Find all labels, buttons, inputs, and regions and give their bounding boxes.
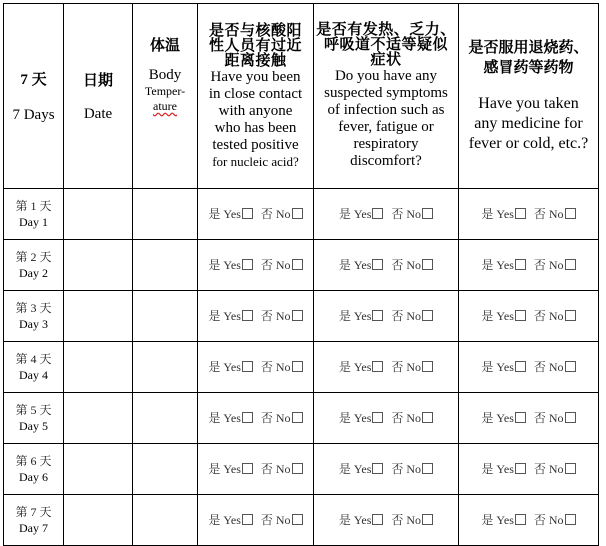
date-input-cell[interactable]	[64, 444, 133, 495]
yes-label: 是 Yes	[481, 411, 514, 425]
yes-option[interactable]	[481, 309, 525, 323]
no-option[interactable]	[261, 258, 303, 272]
no-label: 否 No	[260, 258, 291, 272]
yes-option[interactable]	[481, 360, 525, 374]
yes-label: 是 Yes	[338, 513, 372, 527]
yes-label: 是 Yes	[208, 207, 241, 221]
no-label: 否 No	[533, 411, 564, 425]
yes-label: 是 Yes	[481, 360, 514, 374]
no-checkbox[interactable]	[565, 361, 576, 372]
contact-header-zh-3: 距离接触	[224, 52, 287, 69]
symptom-header-zh-2: 呼吸道不适等疑似	[323, 36, 448, 53]
table-row	[4, 444, 599, 495]
yes-label: 是 Yes	[481, 309, 514, 323]
day-label-en: Day 3	[19, 316, 48, 331]
header-row	[4, 4, 599, 189]
symptom-header-en-3: of infection such as	[327, 101, 445, 118]
yes-option[interactable]	[339, 258, 383, 272]
yes-label: 是 Yes	[338, 462, 372, 476]
no-checkbox[interactable]	[565, 310, 576, 321]
date-input-cell[interactable]	[64, 291, 133, 342]
no-option[interactable]	[261, 360, 303, 374]
yes-checkbox[interactable]	[515, 361, 526, 372]
no-label: 否 No	[533, 360, 564, 374]
contact-header-en-1: Have you been	[210, 68, 301, 85]
table-row	[4, 342, 599, 393]
symptom-header-en-2: suspected symptoms	[324, 84, 448, 101]
date-input-cell[interactable]	[64, 393, 133, 444]
temperature-input-cell[interactable]	[133, 342, 198, 393]
yes-label: 是 Yes	[338, 258, 372, 272]
symptom-answer-cell	[314, 393, 459, 444]
no-label: 否 No	[260, 360, 291, 374]
no-label: 否 No	[391, 462, 422, 476]
no-label: 否 No	[533, 513, 564, 527]
yes-checkbox[interactable]	[515, 310, 526, 321]
table-row	[4, 240, 599, 291]
yes-label: 是 Yes	[208, 258, 241, 272]
no-option[interactable]	[534, 411, 576, 425]
medicine-answer-cell	[459, 240, 599, 291]
yes-checkbox[interactable]	[242, 361, 253, 372]
contact-header-en-4: who has been	[214, 119, 297, 136]
days-header	[4, 4, 64, 189]
yes-checkbox[interactable]	[242, 259, 253, 270]
yes-checkbox[interactable]	[515, 463, 526, 474]
day-label-en: Day 5	[19, 418, 48, 433]
yes-checkbox[interactable]	[515, 514, 526, 525]
yes-checkbox[interactable]	[372, 514, 383, 525]
yes-checkbox[interactable]	[515, 208, 526, 219]
no-label: 否 No	[260, 411, 291, 425]
day-cell	[4, 393, 64, 444]
yes-option[interactable]	[208, 411, 252, 425]
yes-option[interactable]	[208, 360, 252, 374]
day-label-zh: 第 7 天	[15, 504, 52, 519]
yes-label: 是 Yes	[481, 462, 514, 476]
no-checkbox[interactable]	[422, 361, 433, 372]
contact-header-en-5: tested positive	[212, 136, 299, 153]
yes-label: 是 Yes	[338, 207, 372, 221]
yes-option[interactable]	[208, 258, 252, 272]
no-label: 否 No	[260, 462, 291, 476]
contact-answer-cell	[198, 444, 314, 495]
day-label-zh: 第 1 天	[15, 198, 52, 213]
contact-answer-cell	[198, 291, 314, 342]
no-checkbox[interactable]	[292, 310, 303, 321]
date-header	[64, 4, 133, 189]
medicine-answer-cell	[459, 342, 599, 393]
no-checkbox[interactable]	[422, 208, 433, 219]
no-checkbox[interactable]	[292, 463, 303, 474]
date-input-cell[interactable]	[64, 189, 133, 240]
yes-label: 是 Yes	[208, 309, 241, 323]
date-header-zh: 日期	[82, 73, 113, 89]
no-option[interactable]	[391, 309, 433, 323]
day-cell	[4, 189, 64, 240]
symptom-header-en-5: respiratory	[353, 135, 419, 152]
no-option[interactable]	[391, 513, 433, 527]
symptom-answer-cell	[314, 495, 459, 546]
yes-label: 是 Yes	[208, 462, 241, 476]
day-label-zh: 第 4 天	[15, 351, 52, 366]
no-checkbox[interactable]	[292, 412, 303, 423]
yes-label: 是 Yes	[338, 360, 372, 374]
day-label-en: Day 6	[19, 469, 48, 484]
temperature-header-en-3: ature	[153, 99, 177, 113]
yes-option[interactable]	[481, 462, 525, 476]
day-label-zh: 第 3 天	[15, 300, 52, 315]
symptom-answer-cell	[314, 189, 459, 240]
symptom-answer-cell	[314, 240, 459, 291]
contact-header-en-2: in close contact	[208, 85, 303, 102]
date-input-cell[interactable]	[64, 342, 133, 393]
yes-label: 是 Yes	[481, 513, 514, 527]
yes-label: 是 Yes	[338, 309, 372, 323]
day-cell	[4, 342, 64, 393]
no-checkbox[interactable]	[292, 514, 303, 525]
yes-checkbox[interactable]	[372, 361, 383, 372]
no-option[interactable]	[261, 513, 303, 527]
day-label-zh: 第 6 天	[15, 453, 52, 468]
yes-option[interactable]	[208, 207, 252, 221]
no-option[interactable]	[534, 207, 576, 221]
symptom-header	[314, 4, 459, 189]
no-label: 否 No	[533, 309, 564, 323]
yes-option[interactable]	[339, 360, 383, 374]
day-cell	[4, 291, 64, 342]
medicine-header-en-2: any medicine for	[474, 115, 583, 132]
day-label-zh: 第 2 天	[15, 249, 52, 264]
no-checkbox[interactable]	[292, 259, 303, 270]
date-header-en: Date	[83, 106, 113, 122]
symptom-header-zh-3: 症状	[370, 51, 402, 68]
temperature-input-cell[interactable]	[133, 291, 198, 342]
table-row	[4, 495, 599, 546]
yes-option[interactable]	[481, 513, 525, 527]
no-label: 否 No	[260, 207, 291, 221]
day-cell	[4, 444, 64, 495]
medicine-answer-cell	[459, 444, 599, 495]
contact-answer-cell	[198, 189, 314, 240]
temperature-input-cell[interactable]	[133, 495, 198, 546]
table-row	[4, 189, 599, 240]
temperature-header-en-1: Body	[148, 67, 182, 83]
no-label: 否 No	[533, 258, 564, 272]
contact-answer-cell	[198, 393, 314, 444]
temperature-header-en-2: Temper-	[144, 84, 186, 98]
no-option[interactable]	[261, 411, 303, 425]
medicine-header-en-1: Have you taken	[478, 95, 579, 112]
no-option[interactable]	[534, 462, 576, 476]
day-cell	[4, 495, 64, 546]
no-option[interactable]	[261, 309, 303, 323]
yes-label: 是 Yes	[481, 258, 514, 272]
yes-option[interactable]	[481, 207, 525, 221]
yes-checkbox[interactable]	[372, 463, 383, 474]
yes-checkbox[interactable]	[372, 208, 383, 219]
no-label: 否 No	[391, 360, 422, 374]
days-header-en: 7 Days	[12, 107, 55, 123]
yes-checkbox[interactable]	[372, 259, 383, 270]
no-option[interactable]	[534, 513, 576, 527]
medicine-answer-cell	[459, 189, 599, 240]
no-checkbox[interactable]	[422, 514, 433, 525]
yes-checkbox[interactable]	[242, 412, 253, 423]
no-label: 否 No	[260, 513, 291, 527]
yes-label: 是 Yes	[481, 207, 514, 221]
symptom-answer-cell	[314, 342, 459, 393]
no-option[interactable]	[261, 207, 303, 221]
no-label: 否 No	[533, 207, 564, 221]
yes-label: 是 Yes	[338, 411, 372, 425]
yes-option[interactable]	[481, 411, 525, 425]
no-checkbox[interactable]	[292, 208, 303, 219]
symptom-answer-cell	[314, 444, 459, 495]
temperature-header-zh: 体温	[149, 38, 180, 54]
temperature-input-cell[interactable]	[133, 240, 198, 291]
yes-option[interactable]	[339, 207, 383, 221]
medicine-answer-cell	[459, 495, 599, 546]
no-checkbox[interactable]	[565, 412, 576, 423]
no-label: 否 No	[391, 309, 422, 323]
medicine-header-en-3: fever or cold, etc.?	[468, 135, 589, 152]
medicine-answer-cell	[459, 393, 599, 444]
contact-answer-cell	[198, 342, 314, 393]
no-label: 否 No	[260, 309, 291, 323]
no-option[interactable]	[391, 411, 433, 425]
contact-header	[198, 4, 314, 189]
contact-answer-cell	[198, 240, 314, 291]
symptom-header-en-1: Do you have any	[334, 67, 438, 84]
yes-label: 是 Yes	[208, 411, 241, 425]
yes-option[interactable]	[208, 513, 252, 527]
table-row	[4, 393, 599, 444]
no-option[interactable]	[391, 207, 433, 221]
table-row	[4, 291, 599, 342]
temperature-input-cell[interactable]	[133, 393, 198, 444]
yes-option[interactable]	[208, 462, 252, 476]
contact-header-en-3: with anyone	[218, 102, 293, 119]
no-label: 否 No	[391, 411, 422, 425]
contact-header-en-6: for nucleic acid?	[212, 153, 299, 169]
contact-header-zh-1: 是否与核酸阳	[208, 22, 302, 39]
day-label-en: Day 7	[19, 520, 48, 535]
no-checkbox[interactable]	[565, 514, 576, 525]
yes-label: 是 Yes	[208, 513, 241, 527]
contact-header-zh-2: 性人员有过近	[208, 37, 302, 54]
days-header-zh: 7 天	[20, 72, 47, 88]
day-cell	[4, 240, 64, 291]
no-option[interactable]	[534, 258, 576, 272]
day-label-en: Day 4	[19, 367, 48, 382]
medicine-answer-cell	[459, 291, 599, 342]
date-input-cell[interactable]	[64, 495, 133, 546]
yes-option[interactable]	[339, 513, 383, 527]
yes-option[interactable]	[339, 462, 383, 476]
yes-option[interactable]	[339, 309, 383, 323]
symptom-header-en-6: discomfort?	[350, 152, 422, 169]
yes-checkbox[interactable]	[242, 310, 253, 321]
symptom-header-en-4: fever, fatigue or	[338, 118, 434, 135]
yes-checkbox[interactable]	[242, 463, 253, 474]
no-option[interactable]	[261, 462, 303, 476]
no-checkbox[interactable]	[422, 463, 433, 474]
day-label-zh: 第 5 天	[15, 402, 52, 417]
no-option[interactable]	[391, 258, 433, 272]
no-checkbox[interactable]	[565, 259, 576, 270]
yes-checkbox[interactable]	[372, 412, 383, 423]
yes-option[interactable]	[339, 411, 383, 425]
temperature-header	[133, 4, 198, 189]
yes-option[interactable]	[208, 309, 252, 323]
no-option[interactable]	[534, 360, 576, 374]
yes-checkbox[interactable]	[372, 310, 383, 321]
no-checkbox[interactable]	[292, 361, 303, 372]
no-option[interactable]	[534, 309, 576, 323]
yes-checkbox[interactable]	[242, 514, 253, 525]
no-label: 否 No	[391, 258, 422, 272]
health-declaration-table	[3, 3, 599, 546]
yes-checkbox[interactable]	[242, 208, 253, 219]
yes-label: 是 Yes	[208, 360, 241, 374]
day-rows	[4, 189, 599, 546]
no-label: 否 No	[533, 462, 564, 476]
symptom-answer-cell	[314, 291, 459, 342]
yes-option[interactable]	[481, 258, 525, 272]
no-checkbox[interactable]	[565, 463, 576, 474]
no-option[interactable]	[391, 360, 433, 374]
temperature-input-cell[interactable]	[133, 444, 198, 495]
no-label: 否 No	[391, 513, 422, 527]
date-input-cell[interactable]	[64, 240, 133, 291]
day-label-en: Day 2	[19, 265, 48, 280]
no-option[interactable]	[391, 462, 433, 476]
medicine-header-zh-2: 感冒药等药物	[483, 60, 574, 76]
no-checkbox[interactable]	[422, 259, 433, 270]
no-checkbox[interactable]	[422, 412, 433, 423]
yes-checkbox[interactable]	[515, 412, 526, 423]
medicine-header-zh-1: 是否服用退烧药、	[468, 40, 589, 56]
no-label: 否 No	[391, 207, 422, 221]
no-checkbox[interactable]	[565, 208, 576, 219]
day-label-en: Day 1	[19, 214, 48, 229]
contact-answer-cell	[198, 495, 314, 546]
no-checkbox[interactable]	[422, 310, 433, 321]
yes-checkbox[interactable]	[515, 259, 526, 270]
temperature-input-cell[interactable]	[133, 189, 198, 240]
symptom-header-zh-1: 是否有发热、乏力、	[316, 21, 456, 38]
medicine-header	[459, 4, 599, 189]
